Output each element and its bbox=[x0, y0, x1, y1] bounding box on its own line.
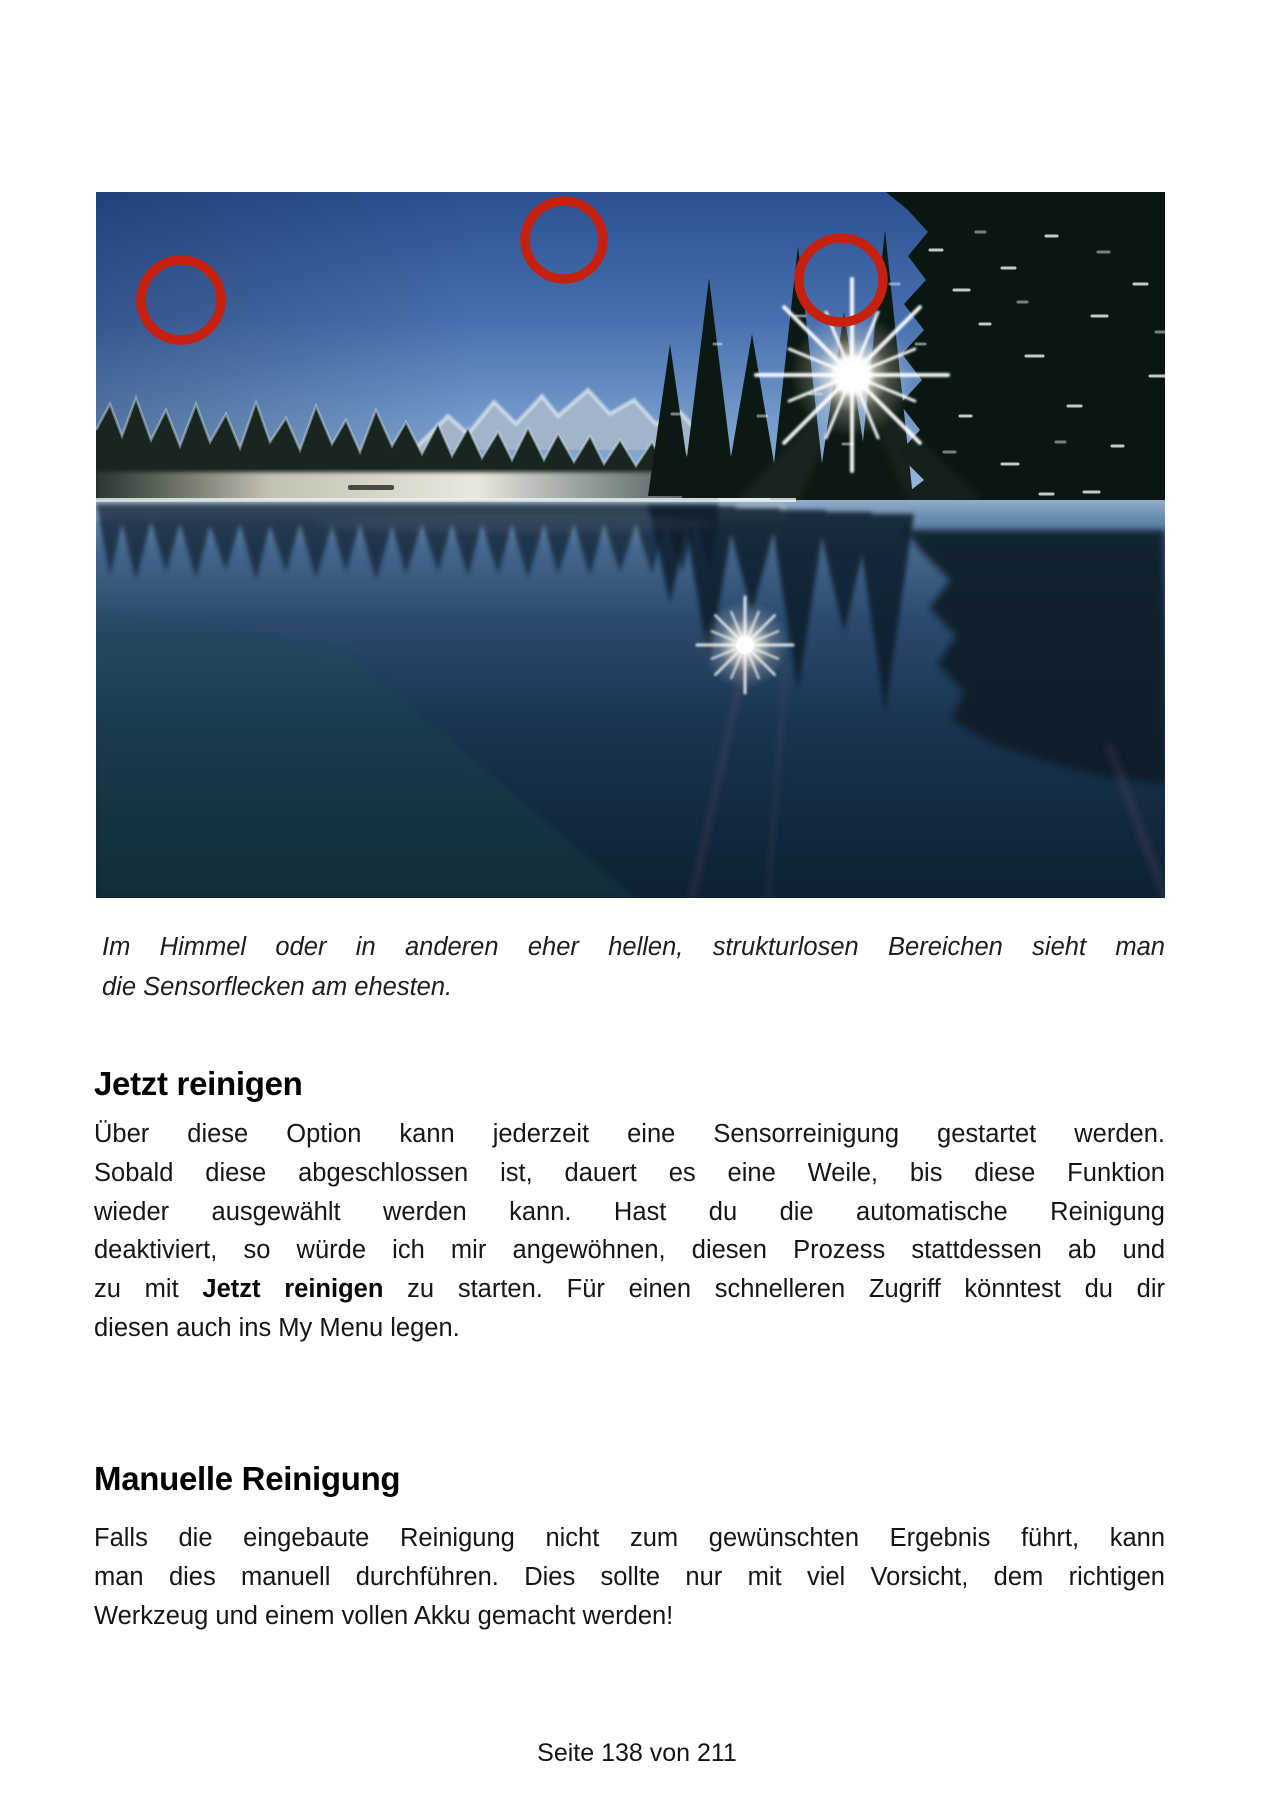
sensor-spots-photo bbox=[96, 192, 1165, 898]
dock bbox=[348, 485, 394, 490]
text-line: diesen auch ins My Menu legen. bbox=[94, 1313, 460, 1342]
heading-manuelle-reinigung: Manuelle Reinigung bbox=[94, 1460, 401, 1498]
text-line: Sobald diese abgeschlossen ist, dauert es eine Weile, bis diese Funktion bbox=[94, 1158, 1165, 1187]
text-line: Im Himmel oder in anderen eher hellen, strukturlosen Bereichen sieht man bbox=[102, 933, 1165, 961]
text-line: die Sensorflecken am ehesten. bbox=[102, 973, 453, 1001]
photo-caption bbox=[96, 927, 1165, 1007]
sun bbox=[756, 279, 948, 471]
water-sparkle bbox=[316, 515, 716, 533]
text-line: Über diese Option kann jederzeit eine Sensorreinigung gestartet werden. bbox=[94, 1120, 1165, 1148]
heading-jetzt-reinigen: Jetzt reinigen bbox=[94, 1065, 303, 1103]
text-line: wieder ausgewählt werden kann. Hast du die automatische Reinigung bbox=[94, 1197, 1165, 1226]
text-line: deaktiviert, so würde ich mir angewöhnen, diesen Prozess stattdessen ab und bbox=[94, 1236, 1165, 1265]
page-number: Seite 138 von 211 bbox=[537, 1739, 737, 1767]
text-line: Werkzeug und einem vollen Akku gemacht werden! bbox=[94, 1601, 674, 1630]
text-line: zu mit Jetzt reinigen zu starten. Für einen schnelleren Zugriff könntest du dir bbox=[94, 1275, 1165, 1304]
waterline-glint bbox=[96, 498, 796, 502]
text-line: Falls die eingebaute Reinigung nicht zum gewünschten Ergebnis führt, kann bbox=[94, 1524, 1165, 1552]
paragraph-jetzt-reinigen bbox=[94, 1115, 1165, 1348]
paragraph-manuelle-reinigung bbox=[94, 1519, 1165, 1635]
text-line: man dies manuell durchführen. Dies sollte nur mit viel Vorsicht, dem richtigen bbox=[94, 1562, 1165, 1591]
